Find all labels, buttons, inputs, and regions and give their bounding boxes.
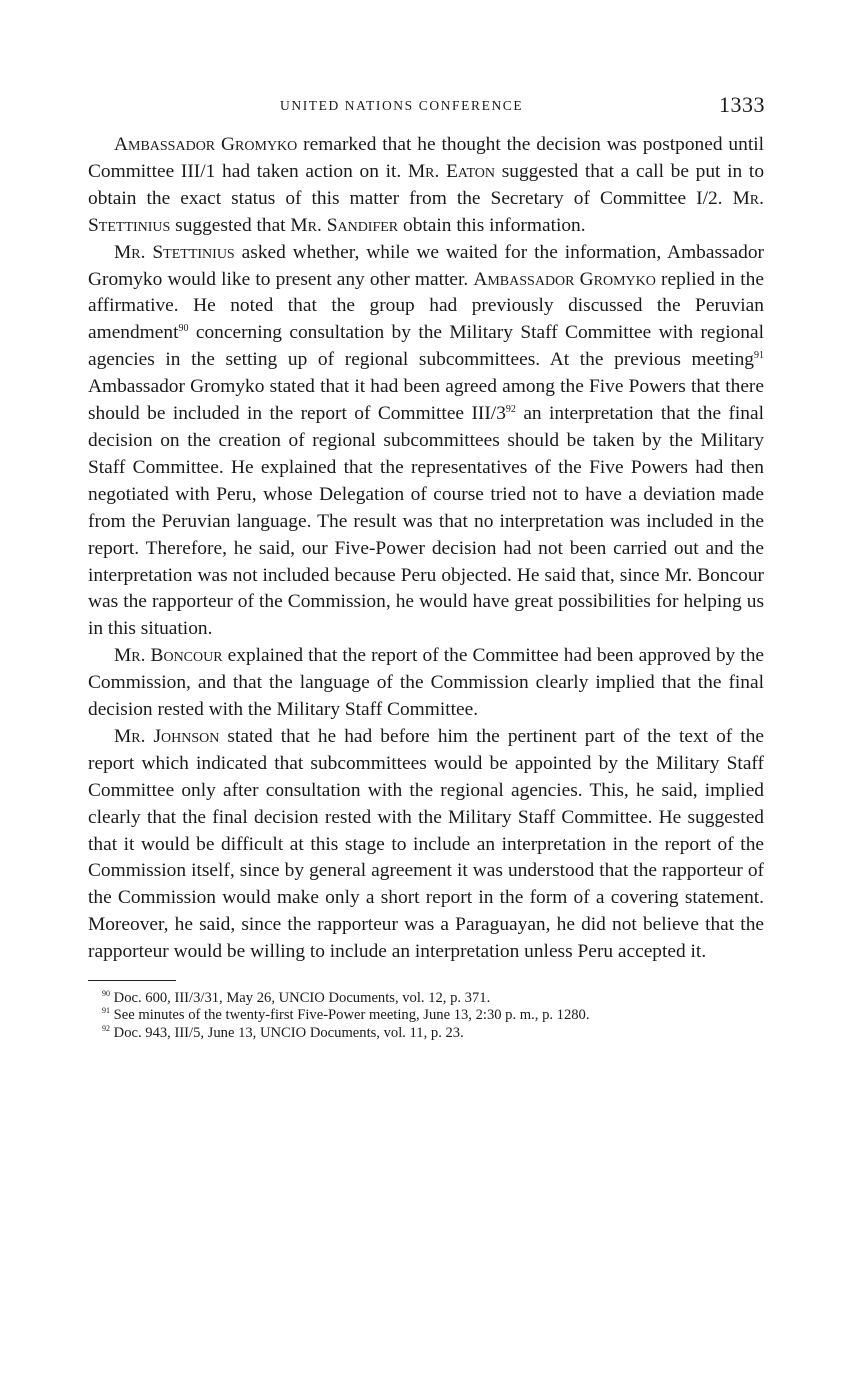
paragraph-text: remarked that he thought the decision was postponed until Committee III/1 had taken action on it. xyxy=(88,134,764,182)
page-number: 1333 xyxy=(719,92,765,117)
footnote-text: Doc. 600, III/3/31, May 26, UNCIO Documents, vol. 12, p. 371. xyxy=(113,990,491,1007)
footnote-reference: 92 xyxy=(505,404,516,416)
paragraph-text: obtain this information. xyxy=(398,214,586,236)
paragraph xyxy=(88,643,764,724)
footnote-text: See minutes of the twenty-first Five-Power meeting, June 13, 2:30 p. m., p. 1280. xyxy=(113,1007,590,1024)
footnote-reference: 90 xyxy=(178,323,189,335)
footnote xyxy=(88,990,764,1007)
running-title: UNITED NATIONS CONFERENCE xyxy=(280,98,524,113)
speaker-name: Mr. Boncour xyxy=(114,645,223,667)
paragraph-text: asked whether, while we waited for the information, Ambassador Gromyko would like to present any other matter. xyxy=(88,241,764,290)
speaker-name: Ambassador Gromyko xyxy=(473,268,656,290)
paragraph xyxy=(88,724,764,966)
footnote xyxy=(88,1025,764,1042)
paragraph-text: concerning consultation by the Military Staff Committee with regional agencies in the setting up of regional subcommittees. At the previous meeting xyxy=(88,322,764,371)
paragraph-text: suggested that a call be put in to obtain the exact status of this matter from the Secretary of Committee I/2. xyxy=(88,160,765,209)
speaker-name: Mr. Johnson xyxy=(114,725,220,747)
footnote-reference: 91 xyxy=(754,350,764,362)
speaker-name: Mr. Sandifer xyxy=(290,214,399,236)
body-text xyxy=(88,132,764,966)
footnote-number: 90 xyxy=(102,989,110,999)
footnote-divider xyxy=(88,980,176,981)
paragraph xyxy=(88,132,764,240)
footnote-number: 92 xyxy=(102,1023,110,1033)
speaker-name: Ambassador Gromyko xyxy=(114,134,298,155)
paragraph-text: Ambassador Gromyko stated that it had been agreed among the Five Powers that there should be included in the report of Committee III/3 xyxy=(88,376,764,425)
speaker-name: Mr. Stettinius xyxy=(114,241,235,263)
paragraph-text: replied in the affirmative. He noted that the group had previously discussed the Peruvian amendment xyxy=(88,268,764,344)
footnote xyxy=(88,1007,764,1024)
paragraph-text: an interpretation that the final decision on the creation of regional subcommittees should be taken by the Military Staff Committee. He explained that the representatives of the Five Powers had then negotiated with Peru, whose Delegation of course tried not to have a deviation made from the Peruvian language. The result was that no interpretation was included in the report. Therefore, he said, our Five-Power decision had not been carried out and the interpretation was not included because Peru objected. He said that, since Mr. Boncour was the rapporteur of the Commission, he would have great possibilities for helping us in this situation. xyxy=(88,403,764,640)
paragraph-text: suggested that xyxy=(170,214,291,236)
running-header xyxy=(88,90,764,124)
footnote-text: Doc. 943, III/5, June 13, UNCIO Documents, vol. 11, p. 23. xyxy=(113,1024,464,1041)
paragraph-text: stated that he had before him the pertinent part of the text of the report which indicated that subcommittees would be appointed by the Military Staff Committee only after consultation with the regional agencies. This, he said, implied clearly that the final decision rested with the Military Staff Committee. He suggested that it would be difficult at this stage to include an interpretation in the report of the Commission itself, since by general agreement it was understood that the rapporteur of the Commission would make only a short report in the form of a covering statement. Moreover, he said, since the rapporteur was a Paraguayan, he did not believe that the rapporteur would be willing to include an interpretation unless Peru accepted it. xyxy=(88,725,764,963)
speaker-name: Mr. Stettinius xyxy=(88,187,764,236)
footnote-number: 91 xyxy=(102,1006,110,1016)
footnotes xyxy=(88,990,764,1042)
speaker-name: Mr. Eaton xyxy=(407,160,495,182)
paragraph-text: explained that the report of the Committee had been approved by the Commission, and that the language of the Commission clearly implied that the final decision rested with the Military Staff Committee. xyxy=(88,645,764,721)
paragraph xyxy=(88,240,764,644)
document-page xyxy=(88,90,764,1042)
